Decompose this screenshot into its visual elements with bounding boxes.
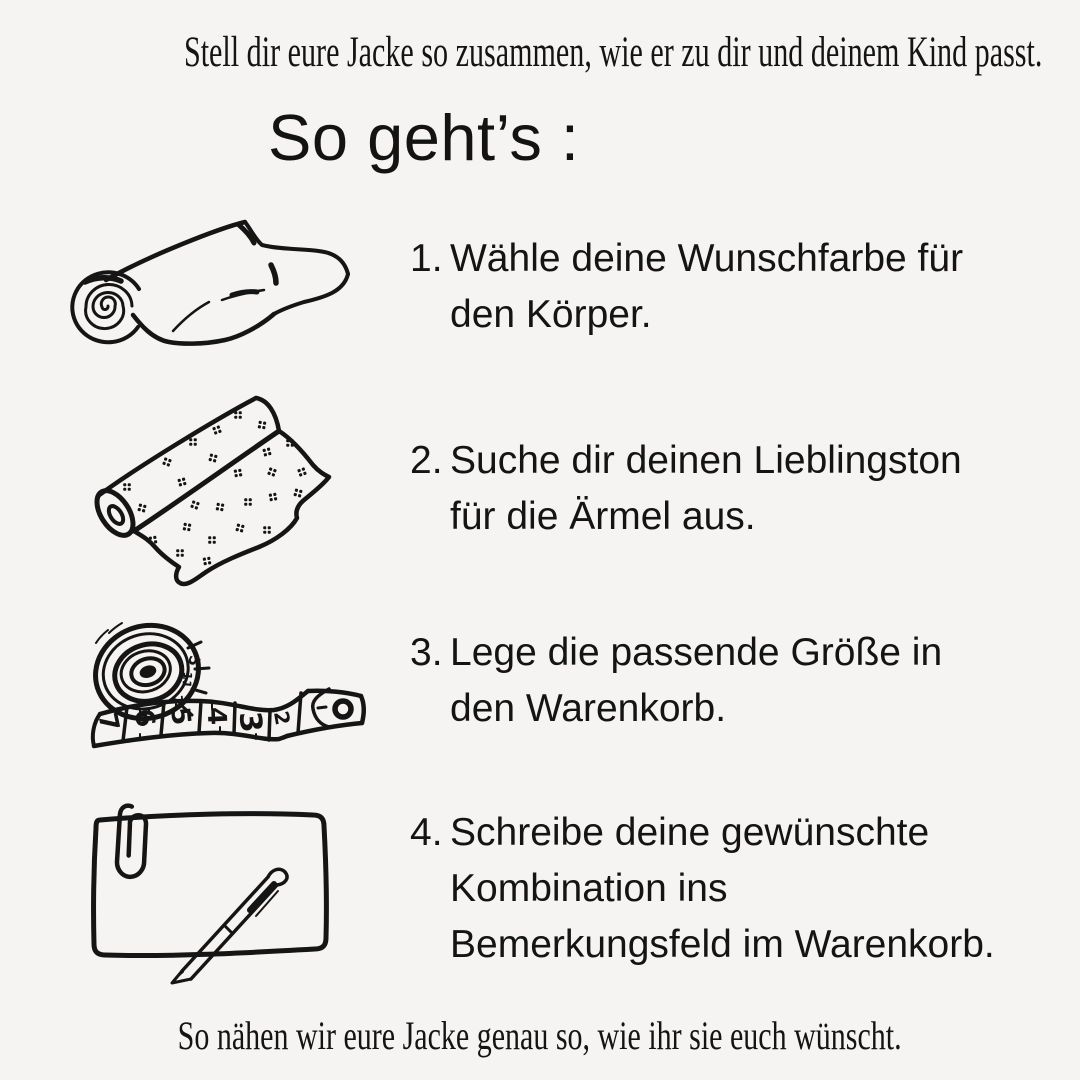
svg-text:6: 6: [127, 706, 161, 730]
fabric-roll-sketch: [72, 222, 348, 344]
page-title: So geht’s :: [268, 101, 580, 174]
svg-text:3: 3: [231, 709, 269, 735]
step-1: [410, 231, 1030, 343]
svg-text:4: 4: [200, 706, 232, 726]
top-tagline: [0, 28, 1080, 77]
bottom-tagline-text: So nähen wir eure Jacke genau so, wie ihr sie euch wünscht.: [178, 1013, 902, 1058]
note-and-pen-icon: [72, 793, 372, 989]
step-3-text: [450, 625, 1030, 737]
step-3: [410, 625, 1030, 737]
svg-text:5: 5: [183, 653, 205, 669]
pen: [172, 869, 287, 983]
fabric-roll-icon: [60, 203, 380, 358]
step-line: für die Ärmel aus.: [450, 495, 756, 538]
step-4-text: [450, 805, 1030, 973]
measuring-tape-icon: [70, 612, 370, 767]
patterned-fabric-roll-icon: [70, 390, 370, 600]
tape-end-hole: [335, 701, 351, 717]
step-3-number: 3.: [410, 631, 443, 674]
fabric-bolt-sketch: [90, 398, 329, 584]
step-2-text: [450, 433, 1030, 545]
step-line: Kombination ins: [450, 867, 728, 910]
step-line: Schreibe deine gewünschte: [450, 811, 930, 854]
step-line: Bemerkungsfeld im Warenkorb.: [450, 923, 995, 966]
bottom-tagline: [0, 1012, 1080, 1059]
top-tagline-text: Stell dir eure Jacke so zusammen, wie er zu dir und deinem Kind passt.: [183, 29, 1043, 76]
step-2: [410, 433, 1030, 545]
step-line: den Körper.: [450, 293, 652, 336]
step-1-number: 1.: [410, 237, 443, 280]
step-line: den Warenkorb.: [450, 687, 727, 730]
step-line: Wähle deine Wunschfarbe für: [450, 237, 964, 280]
step-4: [410, 805, 1030, 973]
svg-text:11: 11: [179, 671, 195, 689]
svg-text:7: 7: [91, 710, 125, 734]
step-line: Lege die passende Größe in: [450, 631, 943, 674]
step-line: Suche dir deinen Lieblingston: [450, 439, 962, 482]
paperclip: [114, 805, 150, 878]
svg-text:2: 2: [268, 709, 296, 727]
svg-text:5: 5: [164, 705, 196, 727]
step-2-number: 2.: [410, 439, 443, 482]
step-1-text: [450, 231, 1030, 343]
flower-pattern: [123, 411, 307, 565]
svg-text:7: 7: [169, 694, 185, 706]
step-4-number: 4.: [410, 811, 443, 854]
